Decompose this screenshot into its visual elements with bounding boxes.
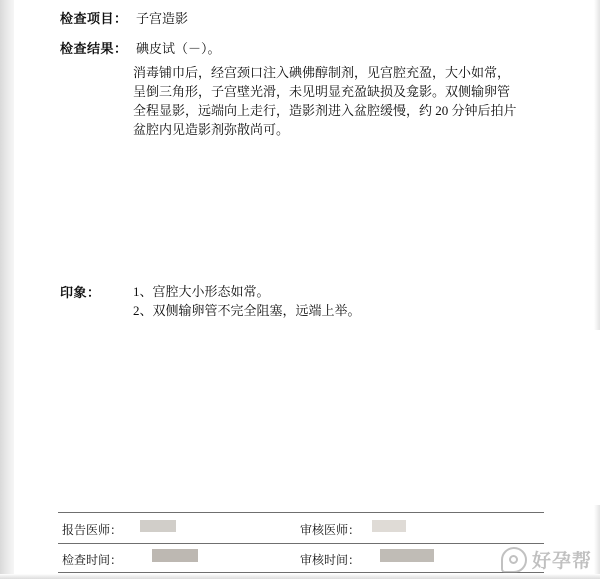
redacted-exam-time-value	[152, 549, 198, 562]
impression-label: 印象：	[60, 285, 101, 300]
redacted-review-time-value	[380, 549, 434, 562]
footer-divider-top	[58, 512, 544, 513]
review-doctor-label: 审核医师：	[300, 523, 361, 537]
result-line: 消毒铺巾后，经宫颈口注入碘佛醇制剂，见宫腔充盈，大小如常，	[133, 65, 511, 80]
blank-scan-area	[14, 330, 600, 505]
watermark-text: 好孕帮	[531, 551, 592, 572]
exam-item-value: 子宫造影	[136, 11, 189, 26]
exam-time-label: 检查时间：	[62, 553, 123, 567]
result-line: 全程显影，远端向上走行，造影剂进入盆腔缓慢，约 20 分钟后拍片	[133, 103, 517, 118]
list-item: 2、双侧输卵管不完全阻塞，远端上举。	[133, 303, 361, 318]
footer-divider-bottom	[58, 572, 544, 573]
redacted-report-doctor-value	[140, 520, 176, 532]
exam-result-row	[60, 38, 221, 57]
impression-list	[133, 282, 361, 320]
exam-item-label: 检查项目：	[60, 11, 128, 26]
exam-item-row	[60, 8, 188, 27]
exam-result-paragraph	[133, 63, 553, 139]
impression-row	[60, 282, 132, 301]
exam-result-label: 检查结果：	[60, 41, 128, 56]
footer-divider-middle	[58, 543, 544, 544]
result-line: 呈倒三角形，子宫壁光滑，未见明显充盈缺损及龛影。双侧输卵管	[133, 84, 511, 99]
exam-result-value: 碘皮试（－）。	[136, 41, 221, 56]
report-doctor-label: 报告医师：	[62, 523, 123, 537]
leaf-circle-icon	[501, 547, 527, 573]
result-line: 盆腔内见造影剂弥散尚可。	[133, 122, 290, 137]
watermark	[501, 546, 592, 573]
redacted-review-doctor-value	[372, 520, 406, 532]
review-time-label: 审核时间：	[300, 553, 361, 567]
list-item: 1、宫腔大小形态如常。	[133, 284, 270, 299]
